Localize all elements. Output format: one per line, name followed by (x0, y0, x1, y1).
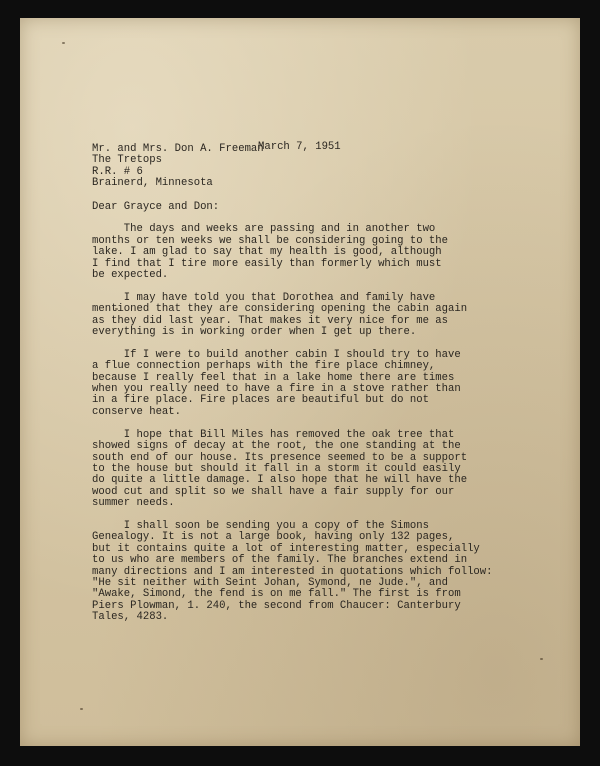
text-line: but it contains quite a lot of interesting matter, especially (92, 542, 480, 555)
text-line: to us who are members of the family. The branches extend in (92, 554, 468, 567)
text-line: months or ten weeks we shall be considering going to the (92, 234, 449, 247)
text-line: because I really feel that in a lake home there are times (92, 371, 455, 384)
text-line: a flue connection perhaps with the fire place chimney, (92, 360, 436, 373)
text-line: as they did last year. That makes it very nice for me as (92, 314, 449, 327)
paper-speck (62, 42, 65, 44)
text-line: I shall soon be sending you a copy of the Simons (92, 519, 429, 532)
paper-speck (540, 658, 543, 660)
address-line: R.R. # 6 (92, 165, 143, 178)
text-line: many directions and I am interested in quotations which follow: (92, 565, 493, 578)
paragraph-3 (92, 350, 492, 418)
text-line: I may have told you that Dorothea and family have (92, 291, 436, 304)
recipient-address (92, 144, 492, 190)
text-line: showed signs of decay at the root, the one standing at the (92, 440, 461, 453)
text-line: mentioned that they are considering opening the cabin again (92, 303, 468, 316)
letter-date: March 7, 1951 (258, 141, 341, 153)
text-line: wood cut and split so we shall have a fair supply for our (92, 485, 455, 498)
text-line: conserve heat. (92, 405, 182, 418)
text-line: If I were to build another cabin I should try to have (92, 348, 461, 361)
letter-body (92, 120, 492, 624)
text-line: "He sit neither with Seint Johan, Symond, ne Jude.", and (92, 576, 449, 589)
paragraph-1 (92, 224, 492, 281)
text-line: to the house but should it fall in a storm it could easily (92, 462, 461, 475)
salutation-text: Dear Grayce and Don: (92, 200, 220, 213)
text-line: summer needs. (92, 497, 175, 510)
text-line: The days and weeks are passing and in another two (92, 223, 436, 236)
text-line: I find that I tire more easily than formerly which must (92, 257, 442, 270)
paragraph-5 (92, 521, 492, 624)
text-line: be expected. (92, 269, 169, 282)
paragraph-2 (92, 293, 492, 339)
text-line: Piers Plowman, 1. 240, the second from Chaucer: Canterbury (92, 599, 461, 612)
text-line: lake. I am glad to say that my health is good, although (92, 246, 442, 259)
paragraph-4 (92, 430, 492, 510)
text-line: do quite a little damage. I also hope that he will have the (92, 474, 468, 487)
text-line: "Awake, Simond, the fend is on me fall." The first is from (92, 588, 461, 601)
address-line: Brainerd, Minnesota (92, 177, 213, 190)
address-line: Mr. and Mrs. Don A. Freeman (92, 143, 264, 155)
text-line: Genealogy. It is not a large book, having only 132 pages, (92, 531, 455, 544)
text-line: Tales, 4283. (92, 611, 169, 624)
text-line: in a fire place. Fire places are beautiful but do not (92, 394, 429, 407)
paper-speck (80, 708, 83, 710)
text-line: south end of our house. Its presence seemed to be a support (92, 451, 468, 464)
address-line: The Tretops (92, 154, 162, 167)
text-line: I hope that Bill Miles has removed the oak tree that (92, 428, 455, 441)
text-line: when you really need to have a fire in a stove rather than (92, 383, 461, 396)
salutation (92, 202, 492, 213)
text-line: everything is in working order when I get up there. (92, 326, 417, 339)
